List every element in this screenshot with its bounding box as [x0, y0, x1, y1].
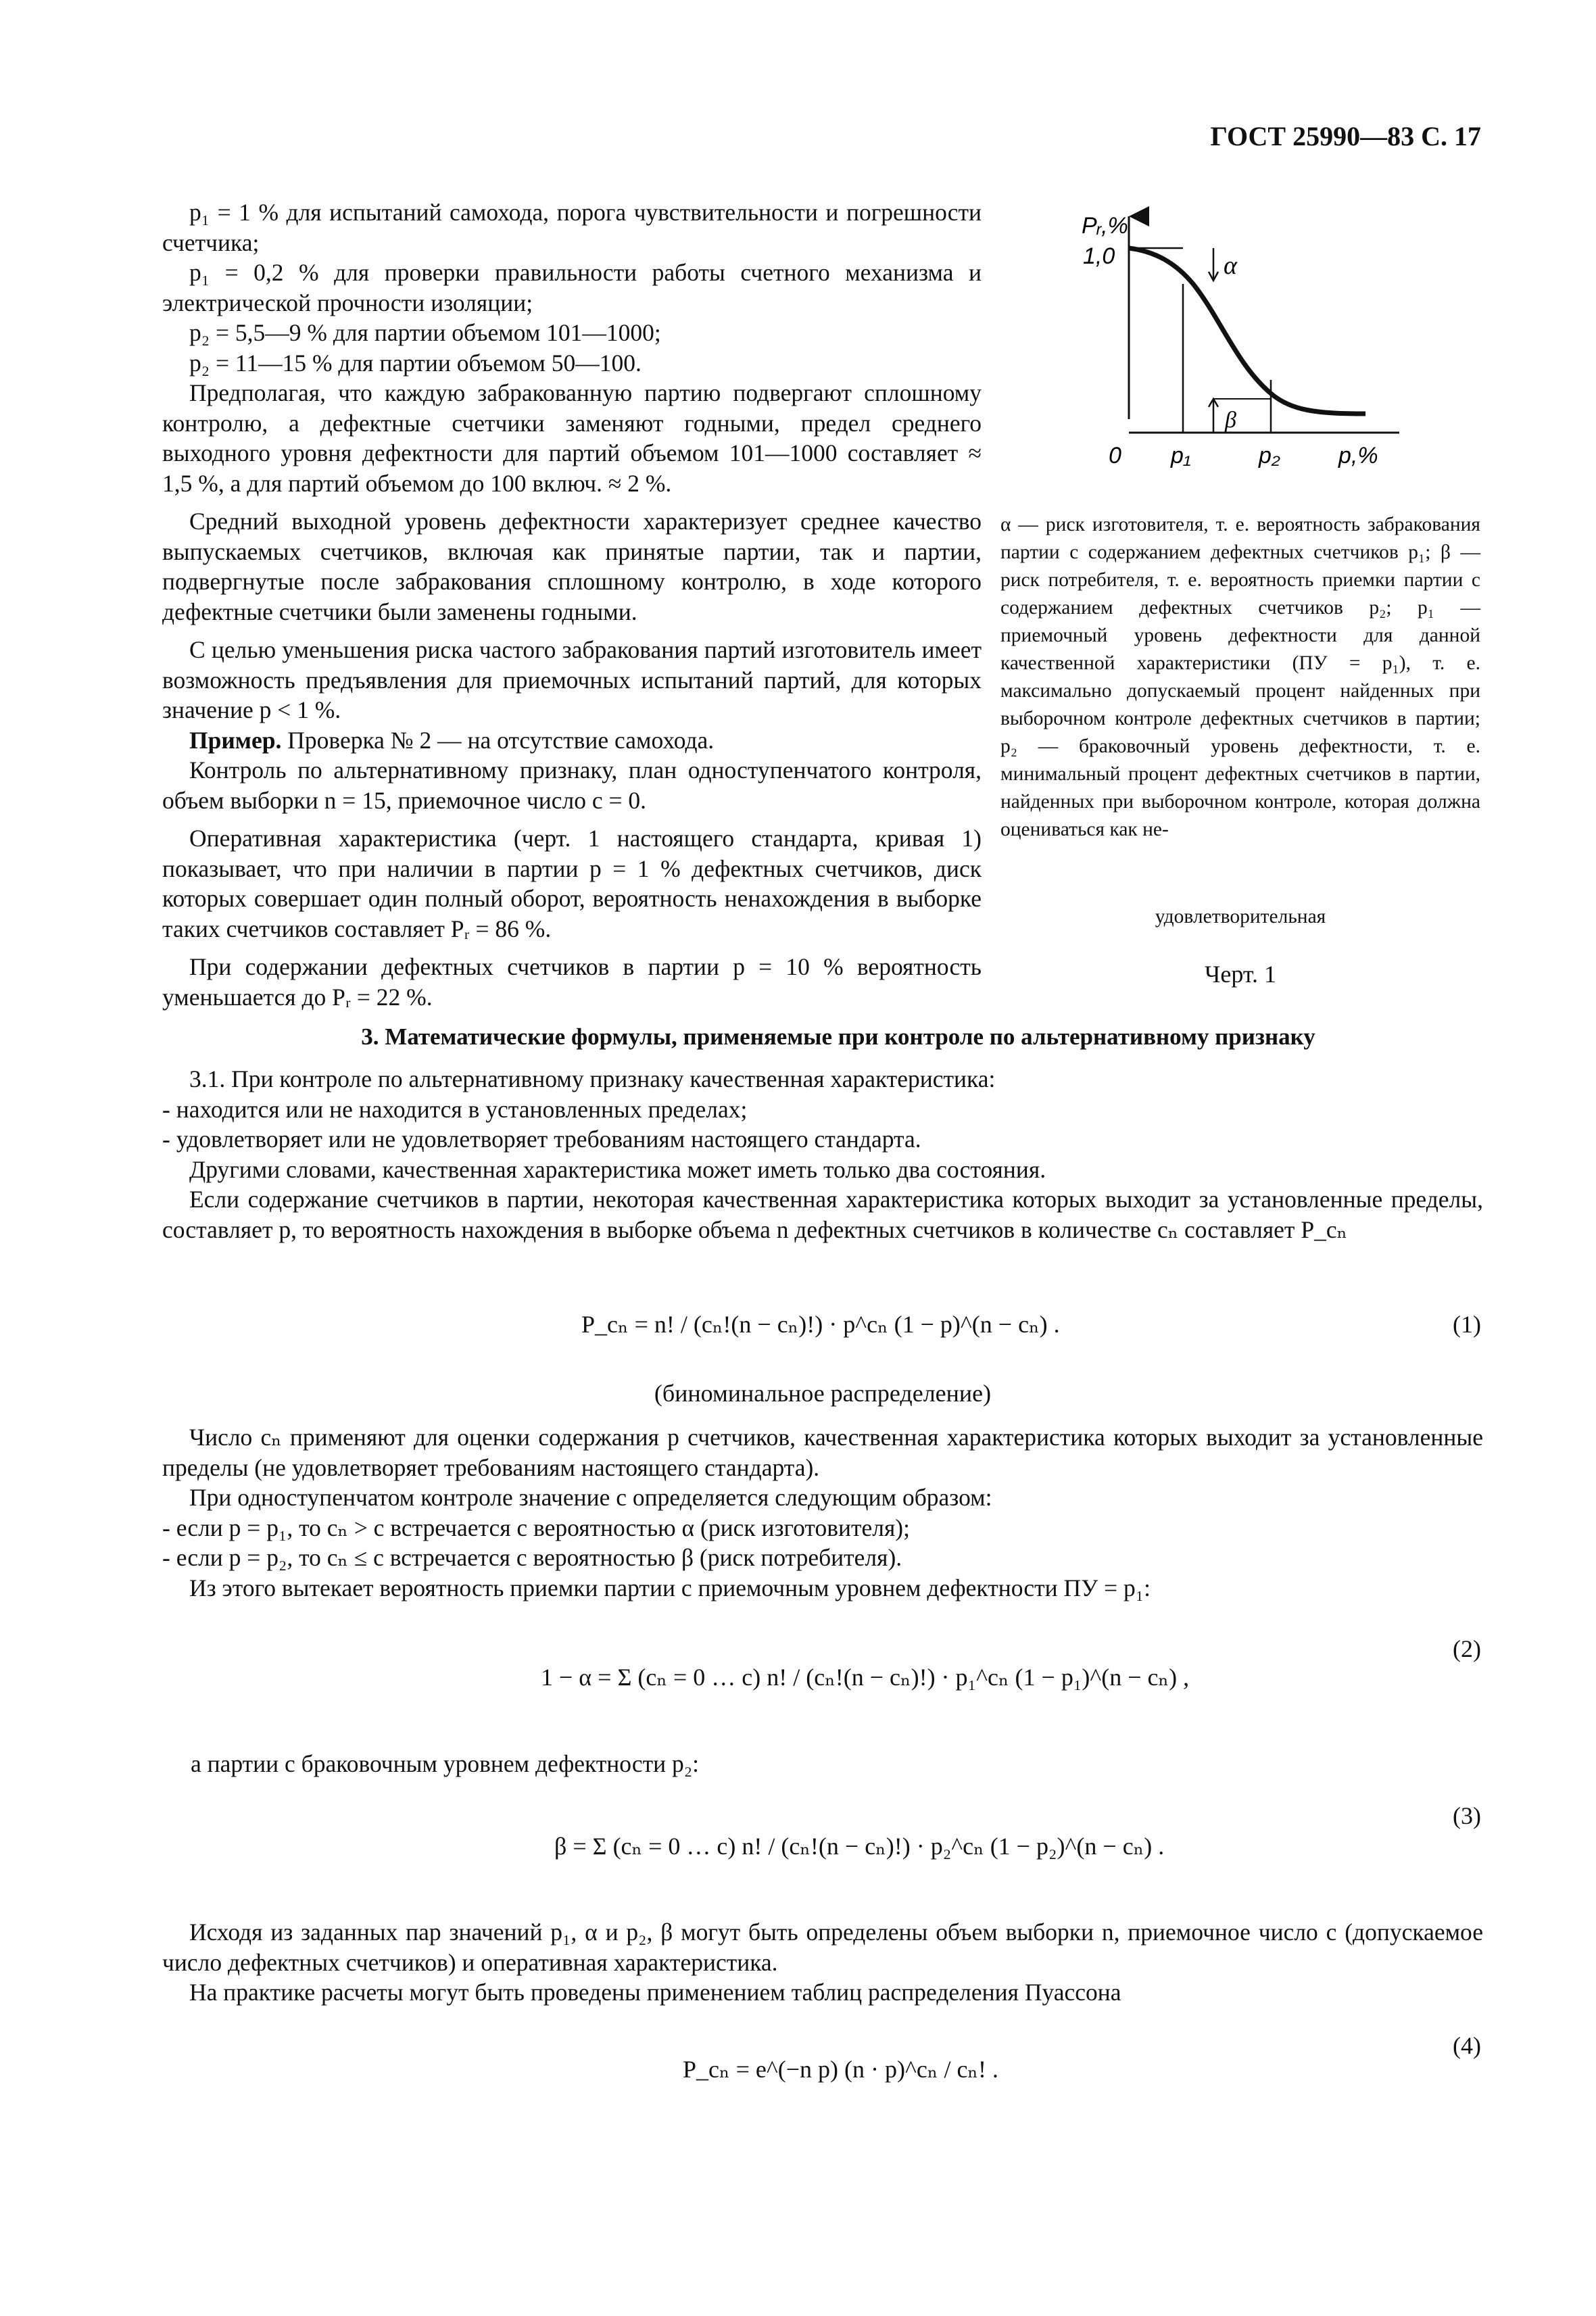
paragraph: Число cₙ применяют для оценки содержания p счетчиков, качественная характеристика которых выходит за установленные пределы (не удовлетворяет требованиям настоящего стандарта). [162, 1424, 1483, 1481]
x-axis-label: p,% [1338, 443, 1378, 468]
list-item: - если p = p₁, то cₙ > c встречается с вероятностью α (риск изготовителя); [162, 1514, 910, 1541]
body-block-3 [162, 1917, 1483, 2008]
formula-2: 1 − α = Σ (cₙ = 0 … c) n! / (cₙ!(n − cₙ)!) · p₁^cₙ (1 − p₁)^(n − cₙ) , [541, 1664, 1190, 1691]
paragraph: Средний выходной уровень дефектности характеризует среднее качество выпускаемых счетчиков, включая как принятые партии, так и партии, подвергнутые после забракования сплошному контролю, в ходе которого дефектные счетчики были заменены годными. [162, 508, 982, 625]
formula-1: P_cₙ = n! / (cₙ!(n − cₙ)!) · p^cₙ (1 − p)^(n − cₙ) . [581, 1311, 1060, 1338]
formula-4: P_cₙ = e^(−n p) (n · p)^cₙ / cₙ! . [683, 2056, 998, 2083]
figure-caption: α — риск изготовителя, т. е. вероятность забракования партии с содержанием дефектных счетчиков p₁; β — риск потребителя, т. е. вероятность приемки партии с содержанием дефектных счетчиков p₂; p₁ — приемочный уровень дефектности для данной качественной характеристики (ПУ = p₁), т. е. максимально допускаемый процент найденных при выборочном контроле дефектных счетчиков в партии; p₂ — браковочный уровень дефектности, т. е. минимальный процент дефектных счетчиков в партии, найденных при выборочном контроле, которая должна оцениваться как не- [1000, 514, 1480, 840]
list-item: - находится или не находится в установленных пределах; [162, 1095, 748, 1123]
formula-2-number: (2) [1453, 1635, 1481, 1662]
example-text: Проверка № 2 — на отсутствие самохода. [287, 726, 715, 754]
list-item: - если p = p₂, то cₙ ≤ c встречается с вероятностью β (риск потребителя). [162, 1544, 902, 1571]
formula-1-number: (1) [1453, 1311, 1481, 1338]
paragraph: Предполагая, что каждую забракованную партию подвергают сплошному контролю, а дефектные счетчики заменяют годными, предел среднего выходного уровня дефектности для партий объемом 101—1000 составляет ≈ 1,5 %, а для партий объемом до 100 включ. ≈ 2 %. [162, 379, 982, 497]
figure-title: Черт. 1 [1205, 961, 1276, 988]
y-tick-label: 1,0 [1083, 243, 1115, 269]
paragraph: При содержании дефектных счетчиков в партии p = 10 % вероятность уменьшается до Pᵣ = 22 %. [162, 953, 982, 1011]
paragraph: p₁ = 0,2 % для проверки правильности работы счетного механизма и электрической прочности изоляции; [162, 259, 982, 316]
page-header: ГОСТ 25990—83 С. 17 [1210, 121, 1481, 151]
example-label: Пример. [189, 726, 282, 754]
body-line: а партии с браковочным уровнем дефектности p₂: [191, 1750, 700, 1777]
body-block-1 [162, 1064, 1483, 1245]
paragraph: На практике расчеты могут быть проведены применением таблиц распределения Пуассона [189, 1979, 1121, 2006]
x-origin-label: 0 [1109, 443, 1121, 468]
beta-label: β [1225, 408, 1236, 433]
p2-label: p₂ [1259, 443, 1280, 468]
figure-caption-end: удовлетворительная [1155, 906, 1326, 927]
section-title: 3. Математические формулы, применяемые при контроле по альтернативному признаку [361, 1023, 1315, 1050]
paragraph: При одноступенчатом контроле значение c определяется следующим образом: [189, 1484, 992, 1511]
list-item: - удовлетворяет или не удовлетворяет требованиям настоящего стандарта. [162, 1126, 921, 1153]
paragraph: p₁ = 1 % для испытаний самохода, порога чувствительности и погрешности счетчика; [162, 199, 982, 256]
paragraph: С целью уменьшения риска частого забракования партий изготовитель имеет возможность предъявления для приемочных испытаний партий, для которых значение p < 1 %. [162, 636, 982, 723]
paragraph: p₂ = 11—15 % для партии объемом 50—100. [189, 349, 642, 377]
paragraph: Оперативная характеристика (черт. 1 настоящего стандарта, кривая 1) показывает, что при наличии в партии p = 1 % дефектных счетчиков, диск которых совершает один полный оборот, вероятность ненахождения в выборке таких счетчиков составляет Pᵣ = 86 %. [162, 825, 982, 942]
p1-label: p₁ [1171, 443, 1191, 468]
paragraph: Если содержание счетчиков в партии, некоторая качественная характеристика которых выходит за установленные пределы, составляет p, то вероятность нахождения в выборке объема n дефектных счетчиков в количестве cₙ составляет P_cₙ [162, 1186, 1483, 1243]
binomial-note: (биноминальное распределение) [654, 1380, 992, 1407]
paragraph: Контроль по альтернативному признаку, план одноступенчатого контроля, объем выборки n = 15, приемочное число c = 0. [162, 756, 982, 814]
alpha-label: α [1224, 251, 1237, 280]
operating-characteristic-figure [1068, 196, 1460, 480]
formula-3-number: (3) [1453, 1802, 1481, 1829]
paragraph: Другими словами, качественная характеристика может иметь только два состояния. [189, 1155, 1046, 1183]
paragraph: 3.1. При контроле по альтернативному признаку качественная характеристика: [189, 1065, 996, 1092]
y-axis-label: Pᵣ,% [1082, 213, 1128, 239]
formula-4-number: (4) [1453, 2032, 1481, 2059]
paragraph: Из этого вытекает вероятность приемки партии с приемочным уровнем дефектности ПУ = p₁: [189, 1574, 1151, 1601]
formula-3: β = Σ (cₙ = 0 … c) n! / (cₙ!(n − cₙ)!) · p₂^cₙ (1 − p₂)^(n − cₙ) . [554, 1833, 1165, 1860]
body-block-2 [162, 1422, 1483, 1603]
left-column [162, 197, 982, 1012]
example-paragraph [162, 725, 982, 756]
oc-curve [1129, 248, 1365, 414]
paragraph: Исходя из заданных пар значений p₁, α и p₂, β могут быть определены объем выборки n, приемочное число c (допускаемое число дефектных счетчиков) и оперативная характеристика. [162, 1919, 1483, 1976]
paragraph: p₂ = 5,5—9 % для партии объемом 101—1000; [189, 319, 661, 346]
